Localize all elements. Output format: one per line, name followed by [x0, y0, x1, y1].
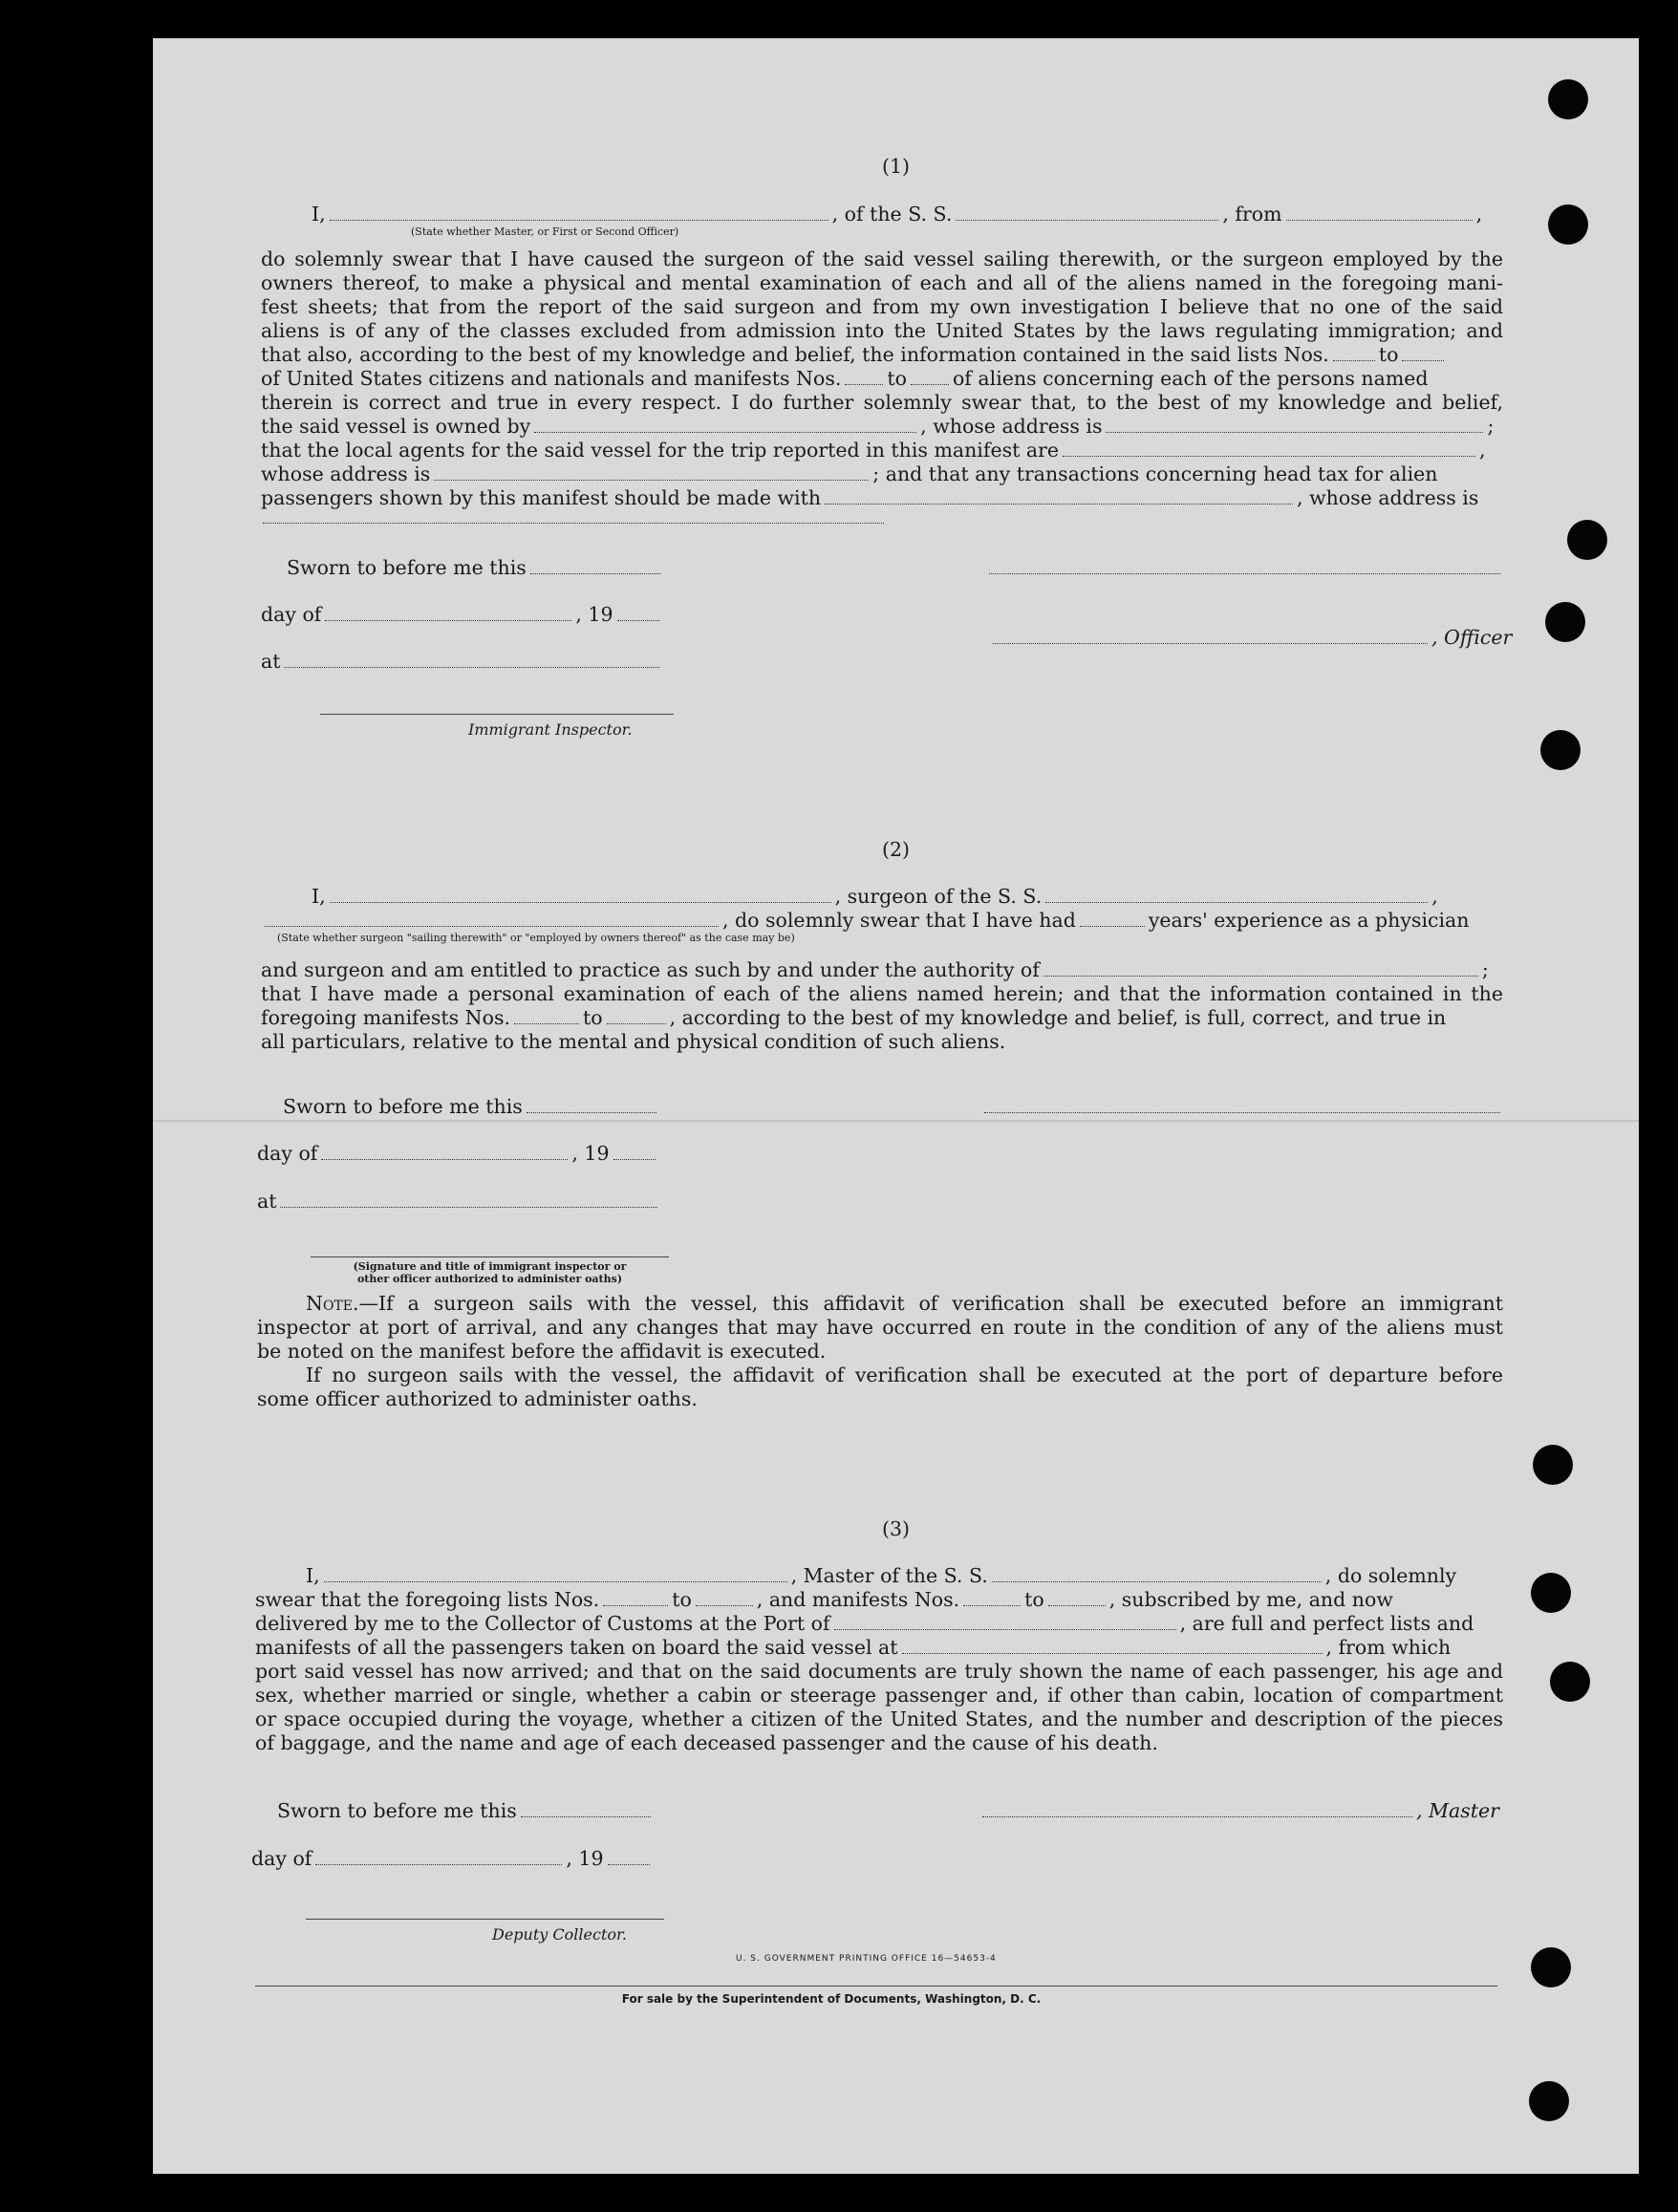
s1-day-of: day of , 19 [261, 603, 663, 627]
s3-para-line: of baggage, and the name and age of each deceased passenger and the cause of his death. [255, 1731, 1158, 1754]
s3-para-line: manifests of all the passengers taken on board the said vessel at , from which [255, 1636, 1452, 1659]
s3-para-line: or space occupied during the voyage, whether a citizen of the United States, and the number and description of the pieces [255, 1707, 1503, 1730]
s2-para-line: that I have made a personal examination of each of the aliens named herein; and that the information contained in the [261, 982, 1503, 1005]
gpo-imprint: U. S. GOVERNMENT PRINTING OFFICE 16—54653-4 [736, 1954, 997, 1964]
s1-para-line: therein is correct and true in every respect. I do further solemnly swear that, to the best of my knowledge and belief, [261, 391, 1503, 414]
punch-hole [1533, 1445, 1573, 1485]
s3-para-line: swear that the foregoing lists Nos. to , and manifests Nos. to , subscribed by me, and now [255, 1588, 1393, 1611]
s1-para-line: owners thereof, to make a physical and mental examination of each and all of the aliens named in the foregoing mani- [261, 271, 1503, 294]
punch-hole [1548, 79, 1588, 119]
footer-rule [255, 1986, 1497, 1987]
s3-para-line: sex, whether married or single, whether a cabin or steerage passenger and, if other than cabin, location of compartment [255, 1684, 1503, 1707]
s3-day-of: day of , 19 [251, 1847, 654, 1871]
note-line: inspector at port of arrival, and any changes that may have occurred en route in the condition of any of the aliens must [257, 1316, 1503, 1339]
s1-officer: , Officer [989, 626, 1512, 650]
s3-sworn: Sworn to before me this [277, 1799, 655, 1823]
s1-address-blank [263, 523, 884, 524]
sale-notice: For sale by the Superintendent of Documents, Washington, D. C. [621, 1992, 1042, 2006]
s1-para-line: the said vessel is owned by , whose address is ; [261, 415, 1495, 438]
s2-line2: , do solemnly swear that I have had years' experience as a physician [261, 909, 1469, 933]
punch-hole [1567, 520, 1607, 560]
s1-sworn: Sworn to before me this [287, 556, 664, 580]
surgeon-type-note: (State whether surgeon "sailing therewith" or "employed by owners thereof" as the case may be) [277, 932, 795, 944]
punch-hole [1545, 602, 1585, 642]
s1-line1: I, , of the S. S. , from , [312, 203, 1483, 225]
s1-para-line: do solemnly swear that I have caused the surgeon of the said vessel sailing therewith, or the surgeon employed by the [261, 247, 1503, 270]
s2-para-line: all particulars, relative to the mental and physical condition of such aliens. [261, 1030, 1006, 1053]
note-line: be noted on the manifest before the affidavit is executed. [257, 1340, 827, 1363]
s1-para-line: whose address is ; and that any transactions concerning head tax for alien [261, 462, 1438, 485]
s3-collector-signature-line [306, 1919, 664, 1920]
note-line: some officer authorized to administer oaths. [257, 1387, 698, 1410]
s2-surgeon-signature-line [984, 1112, 1500, 1113]
s1-at: at [261, 650, 663, 674]
form-page [153, 38, 1639, 2174]
note-line: Note.—If a surgeon sails with the vessel, this affidavit of verification shall be executed before an immigrant [306, 1292, 1503, 1315]
section-3-number: (3) [881, 1517, 911, 1540]
punch-hole [1548, 204, 1588, 245]
s1-para-line: aliens is of any of the classes excluded from admission into the United States by the laws regulating immigration; and [261, 319, 1503, 342]
s1-para-line: fest sheets; that from the report of the said surgeon and from my own investigation I believe that no one of the said [261, 295, 1503, 318]
s2-line1: I, , surgeon of the S. S. , [312, 885, 1438, 908]
s1-para-line: that also, according to the best of my knowledge and belief, the information contained in the said lists Nos. to [261, 343, 1448, 367]
punch-hole [1531, 1947, 1571, 1987]
s2-day-of: day of , 19 [257, 1142, 659, 1166]
note-line: If no surgeon sails with the vessel, the affidavit of verification shall be executed at the port of departure before [306, 1364, 1503, 1386]
s3-collector-caption: Deputy Collector. [492, 1925, 627, 1944]
s1-officer-signature-line [989, 573, 1500, 574]
s3-master: , Master [979, 1799, 1499, 1823]
punch-hole [1550, 1662, 1590, 1702]
s2-at: at [257, 1190, 661, 1213]
s2-line3: and surgeon and am entitled to practice as such by and under the authority of ; [261, 958, 1489, 981]
s2-inspector-signature-line [311, 1256, 669, 1257]
punch-hole [1540, 730, 1581, 770]
s1-para-line: that the local agents for the said vessel for the trip reported in this manifest are , [261, 439, 1486, 462]
s1-inspector-caption: Immigrant Inspector. [468, 720, 633, 739]
s2-signature-note: (Signature and title of immigrant inspector or other officer authorized to administer oaths) [353, 1260, 627, 1285]
fold-line [153, 1120, 1639, 1122]
section-2-number: (2) [881, 838, 911, 861]
section-1-number: (1) [881, 155, 911, 178]
s1-para-line: of United States citizens and nationals and manifests Nos. to of aliens concerning each of the persons named [261, 367, 1429, 390]
s1-inspector-signature-line [320, 714, 674, 715]
officer-rank-note: (State whether Master, or First or Second Officer) [411, 225, 679, 238]
s2-sworn: Sworn to before me this [283, 1095, 660, 1119]
s3-para-line: delivered by me to the Collector of Customs at the Port of , are full and perfect lists and [255, 1612, 1474, 1635]
punch-hole [1529, 2081, 1569, 2121]
punch-hole [1531, 1573, 1571, 1613]
s3-para-line: port said vessel has now arrived; and that on the said documents are truly shown the name of each passenger, his age and [255, 1660, 1503, 1683]
s2-para-line: foregoing manifests Nos. to , according to the best of my knowledge and belief, is full, correct, and true in [261, 1006, 1447, 1029]
s3-line1: I, , Master of the S. S. , do solemnly [306, 1564, 1457, 1587]
s1-para-line: passengers shown by this manifest should be made with , whose address is [261, 486, 1479, 509]
